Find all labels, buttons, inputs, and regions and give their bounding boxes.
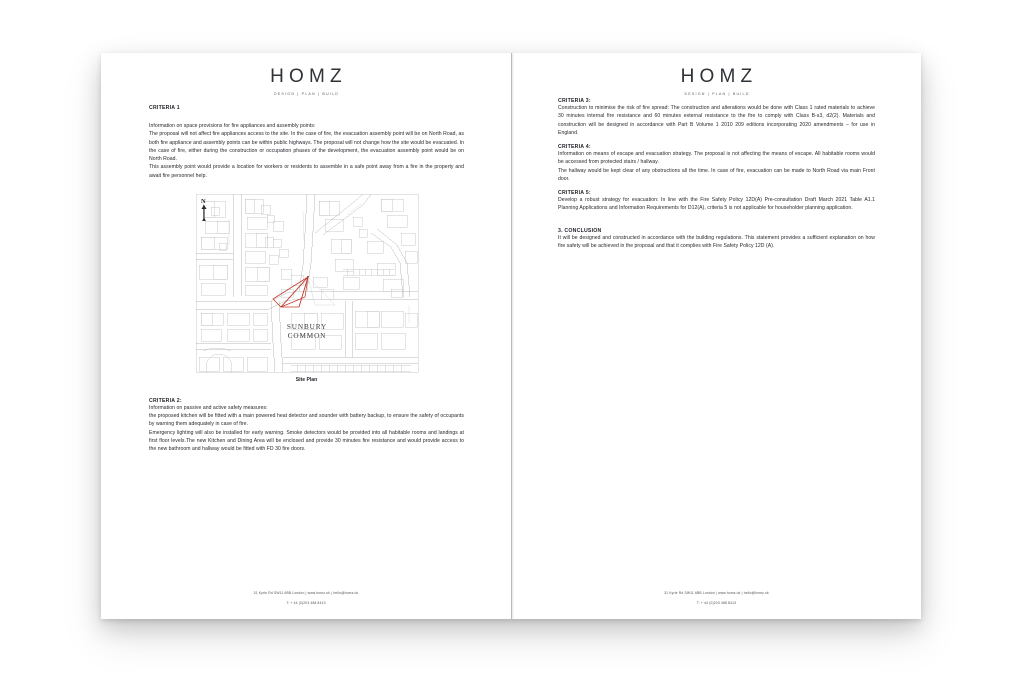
criteria-1-heading: CRITERIA 1 xyxy=(149,105,180,111)
criteria-5-heading: CRITERIA 5: xyxy=(558,190,591,196)
criteria-1-body-1: The proposal will not affect fire appliances access to the site. In the case of fire, the evacuation assembly point will be on North Road, as both fire appliance and assembly points can be within public highways. The proposal will not change how the site would be evacuated. In the case of fire, either during the construction or occupation phases of the development, the evacuation assembly point would be on North Road. xyxy=(149,131,464,162)
footer-address-right: 31 Kyrle Rd SW11 6BB London | www.homz.uk | hello@homz.uk xyxy=(664,591,769,595)
footer-phone-right: T: + 44 (0)203 488 8413 xyxy=(696,601,737,605)
right-page-content xyxy=(512,96,921,250)
page-footer-left xyxy=(101,591,511,605)
document-page-left xyxy=(101,53,511,619)
criteria-4-body-1: Information on means of escape and evacuation strategy. The proposal is not affecting the means of escape. All habitable rooms would be accessed from protected stairs / hallway. xyxy=(558,151,875,166)
footer-phone: T: + 44 (0)203 488 8413 xyxy=(286,601,326,605)
brand-logo-left xyxy=(101,53,511,96)
document-page-right xyxy=(512,53,921,619)
conclusion-heading: 3. CONCLUSION xyxy=(558,227,602,234)
map-label-common-line1: SUNBURY xyxy=(286,322,327,331)
footer-address: 31 Kyrle Rd SW11 6BB London | www.homz.uk | hello@homz.uk xyxy=(253,591,359,595)
site-plan-figure xyxy=(195,193,419,383)
criteria-4-heading: CRITERIA 4: xyxy=(558,144,591,150)
criteria-1-body-2: This assembly point would provide a location for workers or residents to assemble in a safe point away from a fire in the property and await fire personnel help. xyxy=(149,164,464,179)
criteria-1-intro: Information on space provisions for fire appliances and assembly points: xyxy=(149,123,316,129)
brand-name: HOMZ xyxy=(270,66,347,87)
brand-name-right: HOMZ xyxy=(680,66,758,87)
criteria-5-body: Develop a robust strategy for evacuation: In line with the Fire Safety Policy 12D(A) Pre-consultation Draft March 2021 Table A1.1 Planning Applications and Information Requirements for D12(A), criteria 5 is not applicable for householder planning application. xyxy=(558,197,875,212)
map-label-common-line2: COMMON xyxy=(287,331,326,340)
criteria-3-heading: CRITERIA 3: xyxy=(558,98,591,104)
document-spread xyxy=(101,53,921,619)
conclusion-body: It will be designed and constructed in accordance with the building regulations. This statement provides a sufficient explanation on how fire safety will be achieved in the proposal and that it complies with Fire Safety Policy 12D (A). xyxy=(558,234,875,249)
brand-tagline: DESIGN | PLAN | BUILD xyxy=(273,91,340,97)
criteria-2-intro: Information on passive and active safety measures: xyxy=(149,404,268,411)
page-footer-right xyxy=(512,591,921,605)
brand-tagline-right: DESIGN | PLAN | BUILD xyxy=(684,91,750,97)
svg-text:N: N xyxy=(200,197,206,205)
brand-logo-right xyxy=(512,53,921,96)
criteria-2-body-1: the proposed kitchen will be fitted with a main powered heat detector and sounder with battery backup, to ensure the safety of occupants by warning them adequately in case of fire. xyxy=(149,413,464,428)
page-spine-divider xyxy=(511,53,512,619)
left-page-content xyxy=(101,96,511,453)
criteria-3-body: Construction to minimise the risk of fire spread: The construction and alterations would be done with Class 1 rated materials to achieve 30 minutes internal fire resistance and 60 minutes external resistance to the fire to comply with Class B-s3, d2(2). Materials and construction will be designed in accordance with Part B Volume 1 2010 209 editions incorporating 2020 amendments – for use in England. xyxy=(558,105,875,136)
site-plan-map xyxy=(195,193,419,373)
criteria-2-heading: CRITERIA 2: xyxy=(149,397,182,404)
criteria-2-body-2: Emergency lighting will also be installed for early warning. Smoke detectors would be provided into all habitable rooms and landings at first floor levels.The new Kitchen and Dining Area will be enclosed and provide 30 minutes fire resistance and would provide access to the new bathroom and hallway would be fitted with FD 30 fire doors. xyxy=(149,429,464,452)
site-plan-svg xyxy=(195,193,419,373)
site-plan-caption: Site Plan xyxy=(295,376,318,383)
criteria-4-body-2: The hallway would be kept clear of any obstructions all the time. In case of fire, evacuation can be made to North Road via main Front door. xyxy=(558,167,875,182)
north-arrow-icon xyxy=(201,198,207,221)
